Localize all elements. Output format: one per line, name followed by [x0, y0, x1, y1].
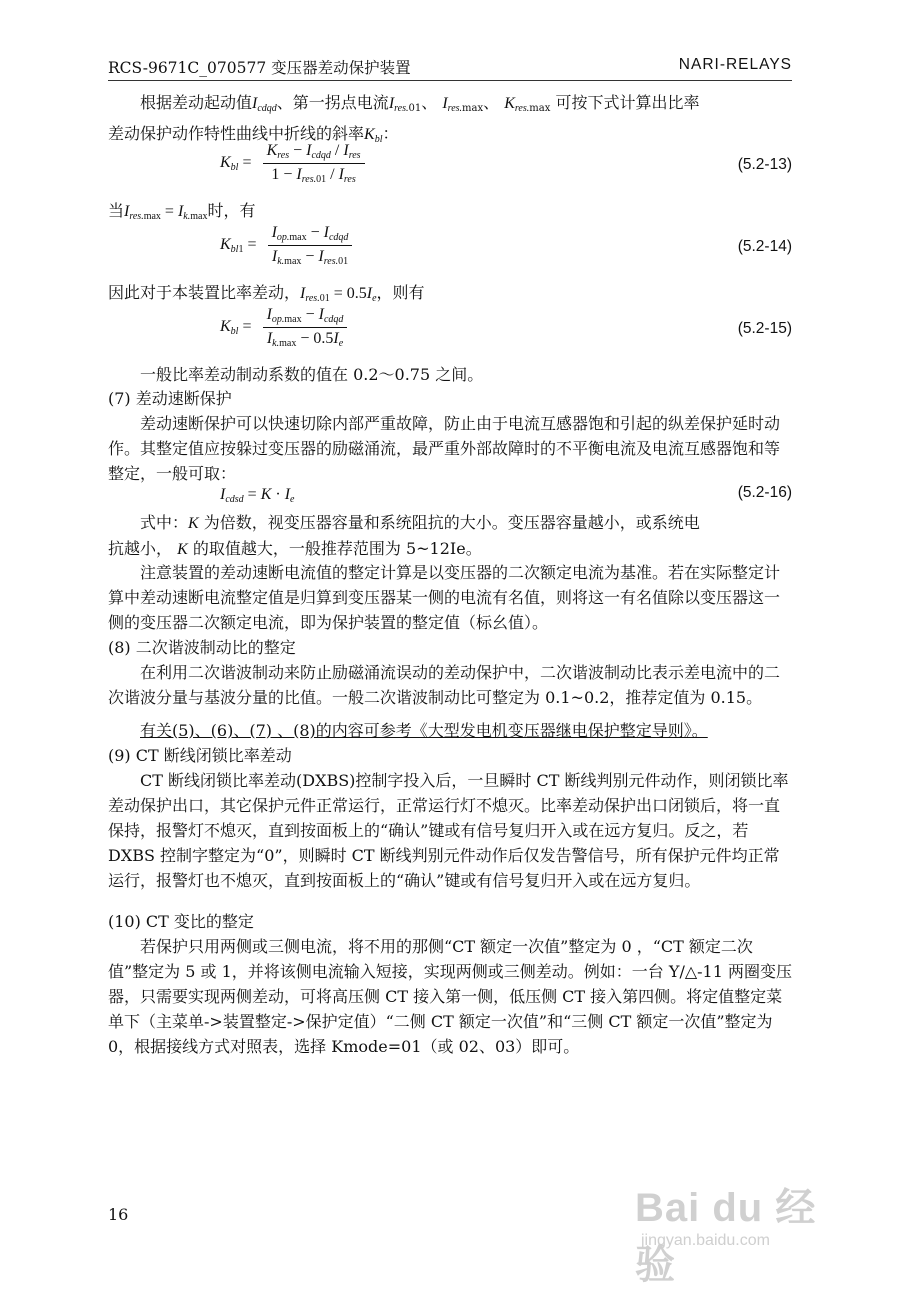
equation-label: (5.2-16) [737, 484, 792, 501]
equation-5-2-15: $K_{bl}$ = $\frac{I_{op.max} - I_{cdqd}}{I_{k.max} - 0.5I_e}$ (5.2-15) [220, 306, 792, 349]
baidu-watermark [635, 1176, 845, 1287]
page-header [108, 56, 792, 82]
equation-5-2-13: $K_{bl}$ = $\frac{K_{res} - I_{cdqd} / I_{res}}{1 - I_{res.01} / I_{res}}$ (5.2-13) [220, 142, 792, 185]
equation-label: (5.2-13) [737, 156, 792, 173]
equation-label: (5.2-14) [737, 238, 792, 255]
equation-5-2-14: $K_{bl1}$ = $\frac{I_{op.max} - I_{cdqd}}{I_{k.max} - I_{res.01}}$ (5.2-14) [220, 224, 792, 267]
section-10-paragraph: 若保护只用两侧或三侧电流，将不用的那侧“CT 额定一次值”整定为 0 ，“CT 额定二次值”整定为 5 或 1，并将该侧电流输入短接，实现两侧或三侧差动。例如：一台 Y/△-11 两圈变压器，只需要实现两侧差动，可将高压侧 CT 接入第一侧，低压侧 CT 接入第四侧。将定值整定菜单下（主菜单->装置整定->保护定值）“二侧 CT 额定一次值”和“三侧 CT 额定一次值”整定为 0，根据接线方式对照表，选择 Kmode=01（或 02、03）即可。 [108, 937, 792, 1056]
header-divider [108, 80, 792, 81]
section-9-paragraph: CT 断线闭锁比率差动(DXBS)控制字投入后，一旦瞬时 CT 断线判别元件动作，则闭锁比率差动保护出口，其它保护元件正常运行，正常运行灯不熄灭。比率差动保护出口闭锁后，将一直保持，报警灯不熄灭，直到按面板上的“确认”键或有信号复归开入或在远方复归。反之，若 DXBS 控制字整定为“0”，则瞬时 CT 断线判别元件动作后仅发告警信号，所有保护元件均正常运行，报警灯也不熄灭，直到按面板上的“确认”键或有信号复归开入或在远方复归。 [108, 771, 789, 890]
section-9-title: (9) CT 断线闭锁比率差动 [108, 746, 292, 765]
condition-line: 当$I_{res.max} = I_{k.max}$时，有 [108, 201, 256, 222]
section-10-title: (10) CT 变比的整定 [108, 912, 254, 931]
reference-note: 有关(5)、(6)、(7) 、(8)的内容可参考《大型发电机变压器继电保护整定导则》。 [140, 721, 708, 740]
equation-5-2-16: $I_{cdsd} = K \cdot I_e$ (5.2-16) [220, 484, 792, 505]
header-brand: NARI-RELAYS [678, 56, 792, 73]
section-8-title: (8) 二次谐波制动比的整定 [108, 638, 296, 657]
therefore-line: 因此对于本装置比率差动，$I_{res.01} = 0.5I_e$，则有 [108, 283, 425, 304]
section-8-paragraph: 在利用二次谐波制动来防止励磁涌流误动的差动保护中，二次谐波制动比表示差电流中的二次谐波分量与基波分量的比值。一般二次谐波制动比可整定为 0.1~0.2，推荐定值为 0.15。 [108, 663, 781, 707]
general-note: 一般比率差动制动系数的值在 0.2～0.75 之间。 [140, 365, 484, 384]
equation-label: (5.2-15) [737, 320, 792, 337]
section-7-where: 式中：K 为倍数，视变压器容量和系统阻抗的大小。变压器容量越小，或系统电 抗越小， K 的取值越大，一般推荐范围为 5~12Ie。 [108, 513, 700, 558]
section-7-note: 注意装置的差动速断电流值的整定计算是以变压器的二次额定电流为基准。若在实际整定计算中差动速断电流整定值是归算到变压器某一侧的电流有名值，则将这一有名值除以变压器这一侧的变压器二次额定电流，即为保护装置的整定值（标幺值）。 [108, 563, 781, 632]
intro-paragraph: 根据差动起动值$I_{cdqd}$、第一拐点电流$I_{res.}01$、 $I_{res.}\max$、 $K_{res.}\max$ 可按下式计算出比率 差动保护动作特性曲线中折线的斜率$K_{bl}$： [108, 93, 700, 145]
watermark-url: jingyan.baidu.com [641, 1232, 770, 1249]
watermark-brand: Bai du 经验 [635, 1186, 817, 1287]
page-number: 16 [108, 1205, 129, 1224]
header-title: RCS-9671C_070577 变压器差动保护装置 [108, 59, 411, 77]
section-7-title: (7) 差动速断保护 [108, 389, 232, 408]
section-7-paragraph: 差动速断保护可以快速切除内部严重故障，防止由于电流互感器饱和引起的纵差保护延时动作。其整定值应按躲过变压器的励磁涌流，最严重外部故障时的不平衡电流及电流互感器饱和等整定，一般可取： [108, 414, 781, 483]
